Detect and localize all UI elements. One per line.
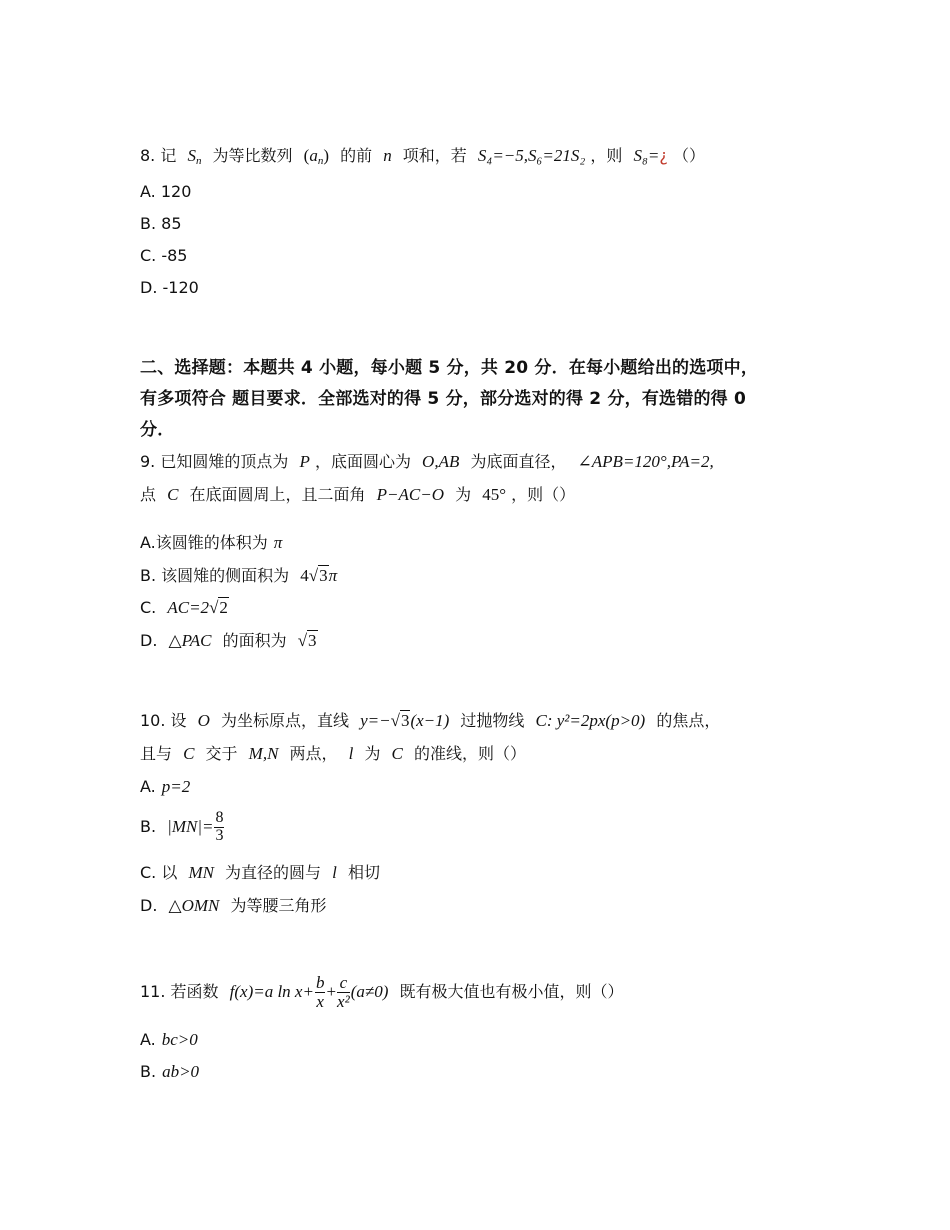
q9-option-b: B. 该圆雉的侧面积为 4√3π — [140, 566, 338, 585]
q11-option-a: A. bc>0 — [140, 1030, 198, 1049]
q9-option-d: D. △PAC 的面积为 √3 — [140, 631, 317, 650]
q8-number: 8. 记 — [140, 146, 177, 165]
q8-option-b: B. 85 — [140, 214, 182, 233]
q8-Sn: $S_n$ — [187, 146, 202, 167]
q11-stem: 11. 若函数 f(x)=a ln x+ $\frac{b}{x}$ + $\frac{c}{\text{x²}}$ (a≠0) 既有极大值也有极小值，则（） — [140, 973, 624, 1011]
section2-line3: 分． — [140, 420, 175, 440]
section2-line1: 二、选择题：本题共 4 小题，每小题 5 分，共 20 分．在每小题给出的选项中， — [140, 358, 759, 378]
q8-option-d: D. -120 — [140, 278, 199, 297]
section2-line2: 有多项符合 题目要求．全部选对的得 5 分，部分选对的得 2 分，有选错的得 0 — [140, 389, 746, 409]
q11-fraction-c-x2: $\frac{c}{\text{x²}}$ — [337, 973, 350, 1011]
q10-stem-line2: 且与 C 交于 M,N 两点， l 为 C 的准线，则（） — [140, 744, 526, 763]
q8-option-c: C. -85 — [140, 246, 188, 265]
q8-condition: S₄=−5,S₆=21S₂ — [477, 146, 586, 165]
q9-option-c: C. AC=2√2 — [140, 598, 228, 617]
q8-option-a: A. 120 — [140, 182, 192, 201]
q9-stem-line1: 9. 已知圆雉的顶点为 P ，底面圆心为 O,AB 为底面直径， ∠APB=120°,PA=2, — [140, 452, 714, 471]
q10-stem-line1: 10. 设 O 为坐标原点，直线 y=−√3(x−1) 过抛物线 C: y²=2px(p>0) 的焦点， — [140, 711, 721, 730]
q10-option-b: B. |MN|= $\frac{8}{3}$ — [140, 809, 224, 844]
q11-fraction-b-x: $\frac{b}{x}$ — [315, 973, 325, 1011]
q10-option-c: C. 以 MN 为直径的圆与 l 相切 — [140, 863, 380, 882]
q8-an: $(a_n)$ — [303, 146, 329, 167]
q10-option-a: A. p=2 — [140, 777, 191, 796]
q8-stem: 8. 记 $S_n$ 为等比数列 $(a_n)$ 的前 n 项和，若 S₄=−5,S₆=21S₂ ，则 S₈=¿ （） — [140, 146, 706, 167]
q10-fraction: $\frac{8}{3}$ — [215, 809, 224, 844]
q10-option-d: D. △OMN 为等腰三角形 — [140, 896, 327, 915]
q9-stem-line2: 点 C 在底面圆周上，且二面角 P−AC−O 为 45° ，则（） — [140, 485, 576, 504]
q11-option-b: B. ab>0 — [140, 1062, 200, 1081]
q9-option-a: A.该圆锥的体积为 π — [140, 533, 283, 552]
